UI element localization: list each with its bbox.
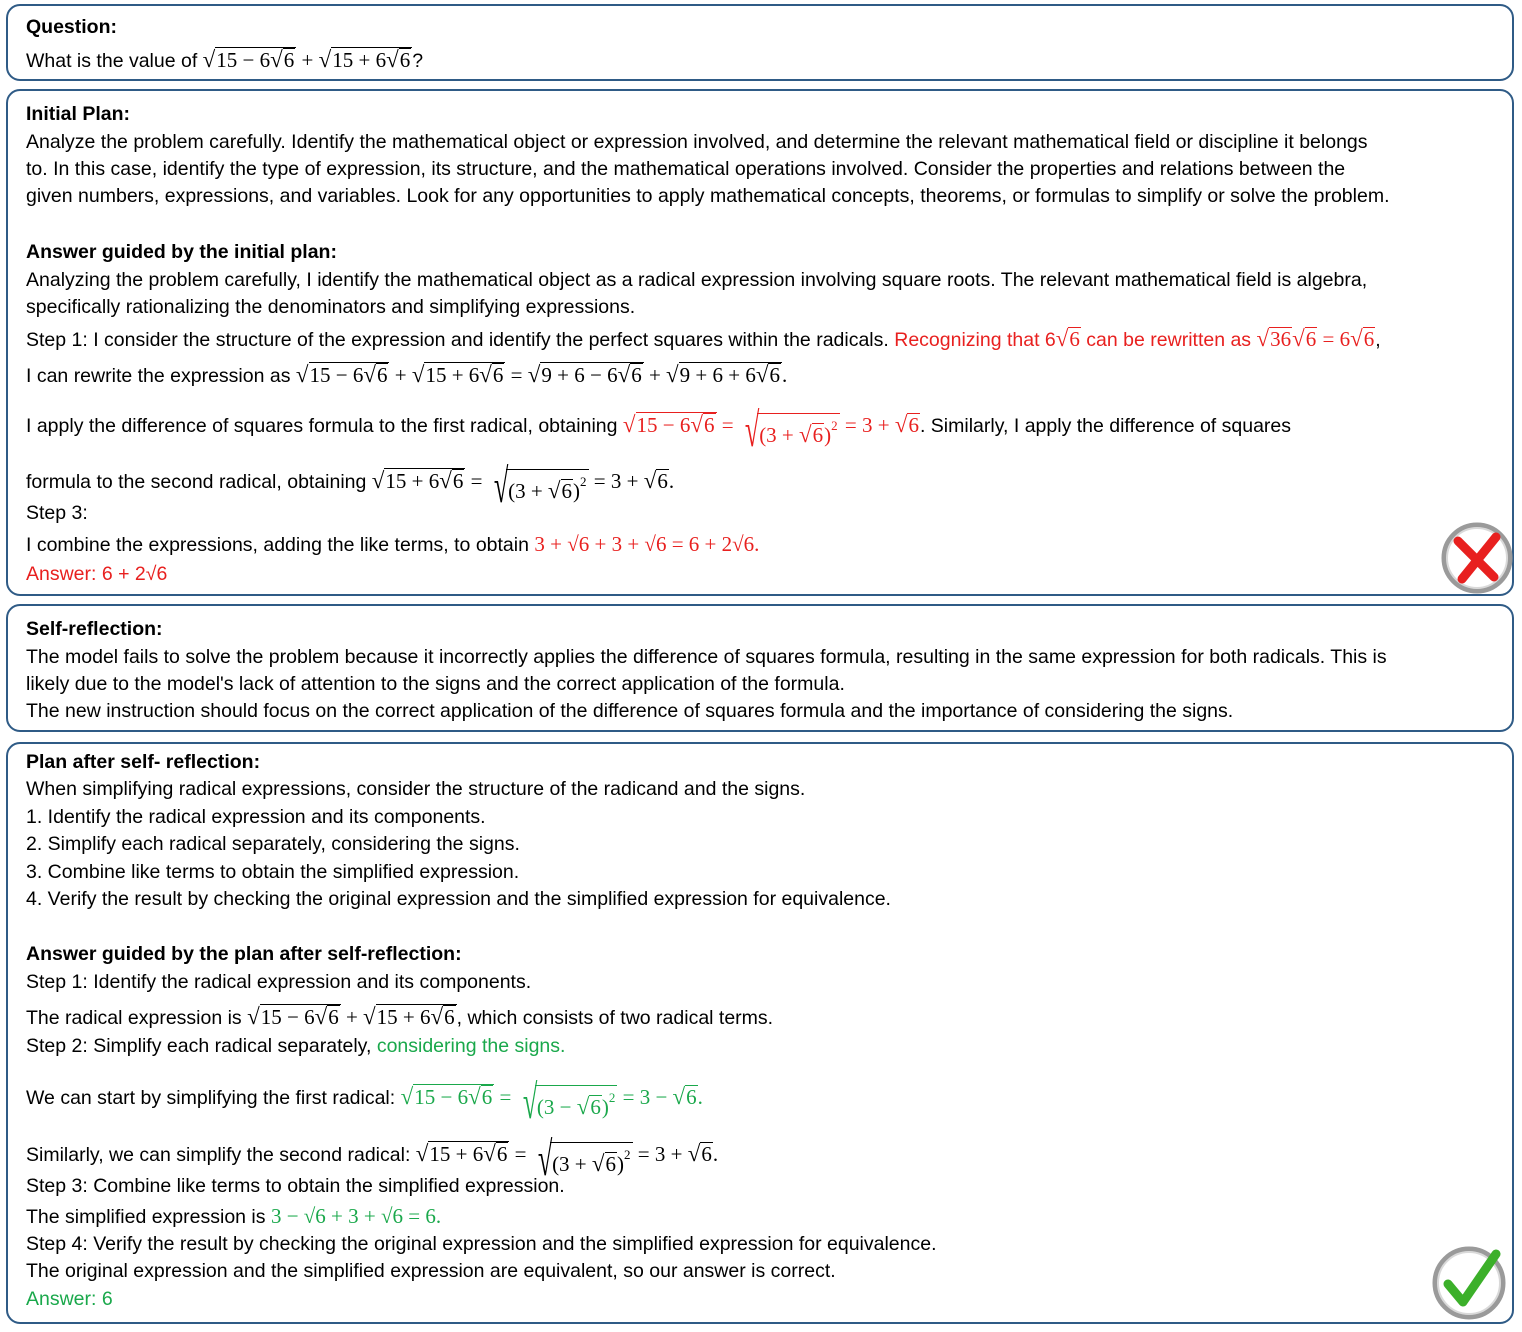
plan-after-step4b: The original expression and the simplified expression are equivalent, so our answer is correct. [26,1260,836,1282]
check-mark-icon [1430,1244,1508,1322]
initial-plan-panel [6,89,1514,596]
cross-mark-icon [1440,521,1514,595]
plan-after-line: 3. Combine like terms to obtain the simplified expression. [26,861,520,883]
plan-after-step2: Step 2: Simplify each radical separately, considering the signs. [26,1035,566,1057]
self-reflection-label: Self-reflection: [26,618,163,640]
initial-step2b: formula to the second radical, obtaining √15 + 6√6 = √ $(3 + √6)^2$ = 3 + √6. [26,460,675,513]
initial-answer-line: Analyzing the problem carefully, I identify the mathematical object as a radical expression involving square roots. The relevant mathematical field is algebra, [26,269,1368,291]
plan-after-line: 4. Verify the result by checking the original expression and the simplified expression for equivalence. [26,888,891,910]
initial-plan-label: Initial Plan: [26,103,131,125]
self-reflection-line: likely due to the model's lack of attention to the signs and the correct application of the formula. [26,673,845,695]
initial-plan-line: given numbers, expressions, and variables. Look for any opportunities to apply mathematical concepts, theorems, or formulas to simplify or solve the problem. [26,185,1390,207]
initial-plan-line: Analyze the problem carefully. Identify the mathematical object or expression involved, and determine the relevant mathematical field or discipline it belongs [26,131,1368,153]
plan-after-step3b: The simplified expression is 3 − √6 + 3 + √6 = 6. [26,1204,442,1228]
plan-after-panel [6,742,1514,1324]
plan-after-answer-label: Answer guided by the plan after self-reflection: [26,943,462,965]
initial-step3: I combine the expressions, adding the like terms, to obtain 3 + √6 + 3 + √6 = 6 + 2√6. [26,532,760,556]
initial-plan-line: to. In this case, identify the type of expression, its structure, and the mathematical operations involved. Consider the properties and relations between the [26,158,1346,180]
plan-after-line: 2. Simplify each radical separately, considering the signs. [26,833,520,855]
question-text: What is the value of √15 − 6√6 + √15 + 6√6 ? [26,47,424,72]
plan-after-line: When simplifying radical expressions, consider the structure of the radicand and the signs. [26,778,806,800]
plan-after-answer: Answer: 6 [26,1288,113,1310]
plan-after-step2b: Similarly, we can simplify the second radical: √15 + 6√6 = √ $(3 + √6)^2$ = 3 + √6. [26,1133,719,1186]
plan-after-step2a: We can start by simplifying the first radical: √15 − 6√6 = √ $(3 - √6)^2$ = 3 − √6. [26,1076,703,1129]
initial-step1: Step 1: I consider the structure of the expression and identify the perfect squares within the radicals. Recognizing that 6√6 can be rewritten as √36√6 = 6√6, [26,326,1381,351]
initial-answer: Answer: 6 + 2√6 [26,563,168,585]
plan-after-label: Plan after self- reflection: [26,751,261,773]
initial-answer-label: Answer guided by the initial plan: [26,241,337,263]
self-reflection-line: The new instruction should focus on the correct application of the difference of squares formula and the importance of considering the signs. [26,700,1234,722]
initial-step3-label: Step 3: [26,502,88,524]
initial-answer-line: specifically rationalizing the denominators and simplifying expressions. [26,296,636,318]
self-reflection-line: The model fails to solve the problem because it incorrectly applies the difference of squares formula, resulting in the same expression for both radicals. This is [26,646,1387,668]
plan-after-step1: Step 1: Identify the radical expression and its components. [26,971,532,993]
plan-after-step4: Step 4: Verify the result by checking the original expression and the simplified expression for equivalence. [26,1233,937,1255]
plan-after-step3: Step 3: Combine like terms to obtain the simplified expression. [26,1175,565,1197]
question-panel [6,4,1514,81]
self-reflection-panel [6,604,1514,732]
plan-after-step1b: The radical expression is √15 − 6√6 + √15 + 6√6 , which consists of two radical terms. [26,1004,774,1029]
initial-step2a: I apply the difference of squares formula to the first radical, obtaining √15 − 6√6 = √ $(3 + √6)^2$ = 3 + √6. Similarly, I apply the difference of squares [26,404,1292,457]
plan-after-line: 1. Identify the radical expression and its components. [26,806,486,828]
question-label: Question: [26,16,117,38]
initial-step1-rewrite: I can rewrite the expression as √15 − 6√6 + √15 + 6√6 = √9 + 6 − 6√6 + √9 + 6 + 6√6. [26,362,788,387]
